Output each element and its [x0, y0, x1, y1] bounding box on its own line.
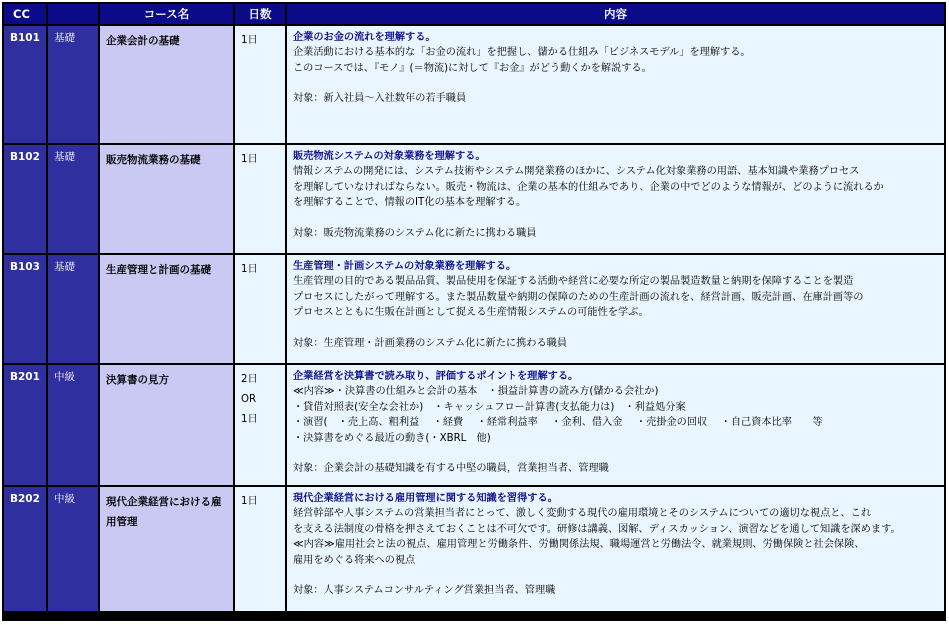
course-code: B101 — [4, 26, 46, 143]
table-row — [4, 365, 944, 485]
course-days: 2日 OR 1日 — [235, 365, 285, 485]
course-content-line: プロセスとともに生販在計画として捉える生産情報システムの可能性を学ぶ。 — [293, 307, 649, 319]
course-content-title: 企業経営を決算書で読み取り、評価するポイントを理解する。 — [293, 371, 579, 382]
course-content-line: このコースでは、『モノ』(＝物流)に対して『お金』がどう動くかを解説する。 — [293, 62, 652, 74]
course-content-title: 販売物流システムの対象業務を理解する。 — [293, 151, 486, 162]
course-name: 販売物流業務の基礎 — [100, 145, 233, 253]
course-level: 中級 — [48, 365, 98, 485]
course-name: 企業会計の基礎 — [100, 26, 233, 143]
course-content-title: 企業のお金の流れを理解する。 — [293, 32, 436, 43]
course-target: 対象：販売物流業務のシステム化に新たに携わる職員 — [293, 227, 537, 239]
course-content-line: ・決算書をめぐる最近の動き(・XBRL 他) — [293, 432, 491, 444]
header-course-name: コース名 — [100, 4, 233, 24]
course-content-title: 現代企業経営における雇用管理に関する知識を習得する。 — [293, 493, 558, 504]
course-content — [287, 365, 944, 485]
course-content-line: 経営幹部や人事システムの営業担当者にとって、激しく変動する現代の雇用環境とそのシステムについての適切な視点と、これ — [293, 508, 872, 520]
table-row — [4, 487, 944, 611]
course-table-frame — [2, 2, 946, 621]
header-level — [48, 4, 98, 24]
course-content-line: 生産管理の目的である製品品質、製品使用を保証する活動や経営に必要な所定の製品製造数量と納期を保障することを製造 — [293, 276, 854, 288]
course-days: 1日 — [235, 145, 285, 253]
course-content-line: 情報システムの開発には、システム技術やシステム開発業務のほかに、システム化対象業務の用語、基本知識や業務プロセス — [293, 166, 860, 178]
header-days: 日数 — [235, 4, 285, 24]
course-content-line: を理解していなければならない。販売・物流は、企業の基本的仕組みであり、企業の中でどのような情報が、どのように流れるか — [293, 181, 884, 193]
course-level: 基礎 — [48, 26, 98, 143]
course-content-line: ・演習( ・売上高、粗利益 ・経費 ・経常利益率 ・金利、借入金 ・売掛金の回収 ・自己資本比率 等 — [293, 417, 823, 429]
course-days: 1日 — [235, 26, 285, 143]
course-name: 決算書の見方 — [100, 365, 233, 485]
course-days: 1日 — [235, 255, 285, 363]
course-content-line: を支える法制度の骨格を押さえておくことは不可欠です。研修は講義、図解、ディスカッション、演習などを通して知識を深めます。 — [293, 523, 901, 535]
header-row — [4, 4, 944, 24]
course-target: 対象：人事システムコンサルティング営業担当者、管理職 — [293, 585, 556, 597]
course-content-line: 企業活動における基本的な「お金の流れ」を把握し、儲かる仕組み「ビジネスモデル」を理解する。 — [293, 47, 751, 59]
course-content — [287, 487, 944, 611]
table-row — [4, 26, 944, 143]
course-code: B103 — [4, 255, 46, 363]
table-row — [4, 255, 944, 363]
course-content-title: 生産管理・計画システムの対象業務を理解する。 — [293, 261, 517, 272]
course-target: 対象：生産管理・計画業務のシステム化に新たに携わる職員 — [293, 337, 568, 349]
course-code: B102 — [4, 145, 46, 253]
course-content — [287, 26, 944, 143]
table-row — [4, 145, 944, 253]
course-content-line: を理解することで、情報のIT化の基本を理解する。 — [293, 197, 527, 209]
header-content: 内容 — [287, 4, 944, 24]
course-level: 中級 — [48, 487, 98, 611]
header-cc: CC — [4, 4, 46, 24]
course-level: 基礎 — [48, 255, 98, 363]
course-content-line: 雇用をめぐる将来への視点 — [293, 554, 416, 566]
course-name: 現代企業経営における雇用管理 — [100, 487, 233, 611]
course-content-line: ≪内容≫雇用社会と法の視点、雇用管理と労働条件、労働関係法規、職場運営と労働法令、就業規則、労働保険と社会保険、 — [293, 539, 865, 551]
course-code: B201 — [4, 365, 46, 485]
course-table — [2, 2, 946, 613]
course-content-line: ≪内容≫・決算書の仕組みと会計の基本 ・損益計算書の読み方(儲かる会社か) — [293, 386, 659, 398]
course-level: 基礎 — [48, 145, 98, 253]
course-target: 対象：企業会計の基礎知識を有する中堅の職員，営業担当者、管理職 — [293, 463, 609, 475]
course-days: 1日 — [235, 487, 285, 611]
course-name: 生産管理と計画の基礎 — [100, 255, 233, 363]
course-content — [287, 255, 944, 363]
course-code: B202 — [4, 487, 46, 611]
course-content — [287, 145, 944, 253]
course-target: 対象：新入社員～入社数年の若手職員 — [293, 93, 467, 105]
course-content-line: ・貸借対照表(安全な会社か) ・キャッシュフロー計算書(支払能力は) ・利益処分案 — [293, 401, 686, 413]
course-content-line: プロセスにしたがって理解する。また製品数量や納期の保障のための生産計画の流れを、経営計画、販売計画、在庫計画等の — [293, 291, 864, 303]
